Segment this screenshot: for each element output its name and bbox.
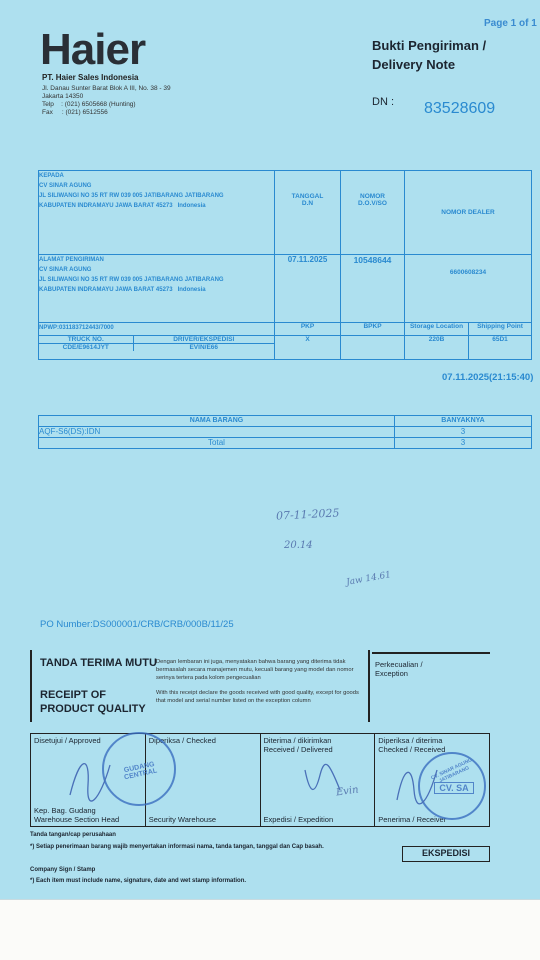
receipt-quality-title: RECEIPT OF PRODUCT QUALITY [40,689,146,715]
po-number: PO Number:DS000001/CRB/CRB/000B/11/25 [40,619,234,630]
approved-label: Disetujui / Approved [34,736,101,745]
security-warehouse-label: Security Warehouse [148,815,217,824]
evin-signature: Evin [335,784,360,799]
pkp-header: PKP [275,323,341,336]
quality-receipt-divider [368,650,370,722]
shipping-address-2-text: KABUPATEN INDRAMAYU JAWA BARAT 45273 [39,287,173,293]
shipping-heading: ALAMAT PENGIRIMAN [39,257,104,263]
page-indicator: Page 1 of 1 [484,18,537,29]
nomor-dealer-header [405,171,532,255]
bpkp-value [341,336,405,360]
shipping-cell [39,255,275,323]
footer-note-id: *) Setiap penerimaan barang wajib menyertakan informasi nama, tanda tangan, tanggal dan Cap basah. [30,844,324,850]
company-name: PT. Haier Sales Indonesia [42,73,139,82]
delivered-label: Diterima / dikirimkan Received / Delivered [263,736,333,754]
recipient-address-2-text: KABUPATEN INDRAMAYU JAWA BARAT 45273 [39,203,173,209]
receiver-label: Penerima / Receiver [378,815,447,824]
transport-cell [39,336,275,360]
bpkp-header: BPKP [341,323,405,336]
dn-label: DN : [372,96,394,108]
title-line-1: Bukti Pengiriman / [372,38,487,53]
driver-value: EVIN/E66 [133,344,274,352]
recipient-cell [39,171,275,255]
footer-company-sign-en: Company Sign / Stamp [30,867,96,873]
item-qty: 3 [395,427,532,438]
recipient-address-2 [39,201,274,211]
cv-stamp-center: CV. SA [434,782,474,794]
tanggal-label: TANGGAL [291,193,324,200]
pkp-value: X [275,336,341,360]
truck-value: CDE/E9614JYT [39,344,133,352]
footer-company-sign-id: Tanda tangan/cap perusahaan [30,832,116,838]
item-name: AQF-S6(DS):IDN [39,427,395,438]
recipient-address-1: JL SILIWANGI NO 35 RT RW 039 005 JATIBARANG JATIBARANG [39,193,224,199]
item-name-header: NAMA BARANG [39,416,395,427]
date-value: 07.11.2025 [275,255,341,323]
total-label: Total [39,438,395,449]
item-qty-header: BANYAKNYA [395,416,532,427]
transport-table [39,336,274,351]
warehouse-head-label: Kep. Bag. Gudang Warehouse Section Head [34,806,120,824]
print-timestamp: 07.11.2025(21:15:40) [442,372,534,383]
shipping-address-2 [39,285,274,295]
items-table [38,415,532,449]
recipient-heading: KEPADA [39,173,64,179]
tanggal-header [275,171,341,255]
recipient-country: Indonesia [177,203,206,209]
delivery-info-table [38,170,532,360]
tanda-terima-text: Dengan lembaran ini juga, menyatakan bahwa barang yang diterima tidak bermasalah secara manajemen mutu, kecuali barang yang model dan nomor serinya tertera pada kolom pengecualian [156,659,354,681]
footer-note-en: *) Each item must include name, signature, date and wet stamp information. [30,878,247,884]
handwritten-time: 20.14 [284,540,313,551]
cv-stamp-ring-text: CV. SINAR AGUNG JATIBARANG [430,757,474,785]
shipping-address-1: JL SILIWANGI NO 35 RT RW 039 005 JATIBARANG JATIBARANG [39,277,224,283]
truck-header: TRUCK NO. [39,336,133,344]
table-row [39,427,532,438]
approver-signature [60,745,120,805]
driver-header: DRIVER/EKSPEDISI [133,336,274,344]
tanggal-sub-label: D.N [301,200,314,207]
haier-logo: Haier [40,25,146,74]
shipping-point-header: Shipping Point [469,323,532,336]
recipient-name: CV SINAR AGUNG [39,183,92,189]
nomor-header [341,171,405,255]
nomor-dealer-label: NOMOR DEALER [441,209,495,216]
gudang-stamp-text: GUDANG CENTRAL [123,760,158,782]
exception-label: Perkecualian / Exception [375,660,423,678]
total-value: 3 [395,438,532,449]
tanda-terima-title: TANDA TERIMA MUTU [40,657,157,669]
so-value: 10548644 [341,255,405,323]
shipping-name: CV SINAR AGUNG [39,267,92,273]
handwritten-signature-top: Jaw 14.61 [345,570,392,588]
handwritten-date: 07-11-2025 [275,506,340,523]
checked-label: Diperiksa / Checked [148,736,216,745]
received-label: Diperiksa / diterima Checked / Received [378,736,446,754]
dn-number: 83528609 [424,100,496,117]
document-title [372,36,486,74]
ekspedisi-box: EKSPEDISI [402,846,490,862]
shipping-country: Indonesia [177,287,206,293]
storage-value: 220B [405,336,469,360]
receiver-signature [392,760,442,810]
receipt-quality-text: With this receipt declare the goods received with good quality, except for goods that model and serial number listed on the exception column [156,690,359,704]
shipping-point-value: 65D1 [469,336,532,360]
nomor-label: NOMOR [360,193,385,200]
storage-header: Storage Location [405,323,469,336]
company-address: Jl. Danau Sunter Barat Blok A III, No. 38 - 39 Jakarta 14350 Telp : (021) 6505668 (Hunting) Fax : (021) 6512556 [42,85,171,116]
title-line-2: Delivery Note [372,57,456,72]
nomor-sub-label: D.O.V/SO [358,200,387,207]
dealer-value: 6600608234 [405,255,532,323]
npwp: NPWP:031183712443/7000 [39,323,275,336]
expedition-label: Expedisi / Expedition [263,815,334,824]
